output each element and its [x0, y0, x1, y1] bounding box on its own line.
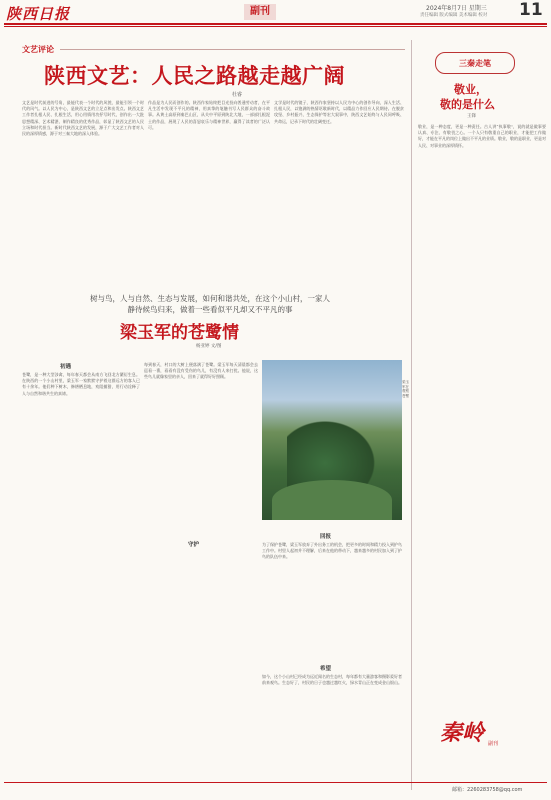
article2-byline: 杨亚婷 文/图 [196, 344, 222, 349]
article3-byline: 王锋 [467, 114, 476, 119]
article2-col4: 如今，这个小山村已经成为远近闻名的生态村，每年都有大量游客和摄影爱好者前来观鸟。生态好了，村民的日子也越过越红火，绿水青山正在变成金山银山。 [262, 674, 402, 686]
issue-date: 2024年8月7日 星期三 [426, 5, 487, 12]
article1-col2: 作品是为人民而创作的。陕西作家始终把目光投向普通劳动者，在平凡生活中发现不平凡的精神，用真挚的笔触书写人民群众的奋斗故事。从黄土高原到秦巴山区，从关中平原到陕北大地，一部部扎根泥土的作品，展现了人民的喜怒哀乐与精神世界，赢得了读者的广泛认可。 [148, 100, 270, 130]
article2-col2: 每到春天，村口的大树上便落满了苍鹭。梁玉军每天清晨都会去巡看一番，看看有没有受伤的鸟儿，有没有人来打扰。他说，这些鸟儿就像家里的亲人，回来了就得好好照顾。 [144, 362, 258, 380]
bottom-rule [4, 782, 547, 783]
article3-headline-line2: 敬的是什么 [440, 98, 495, 111]
article2-col3: 为了保护苍鹭，梁玉军放弃了外出务工的机会，把更多的时间和精力投入到护鸟工作中。村里人起初并不理解，后来在他的带动下，越来越多的村民加入到了护鸟的队伍中来。 [262, 542, 402, 560]
article1-col1: 文艺是时代前进的号角，最能代表一个时代的风貌，最能引领一个时代的风气。以人民为中心，是陕西文艺的立足点和出发点。陕西文艺工作者扎根人民、扎根生活，用心用情用功抒写时代，创作出一大批思想精深、艺术精湛、制作精良的优秀作品，彰显了陕西文艺的人民立场和时代担当。新时代陕西文艺的发展，源于广大文艺工作者对人民的深厚情感，源于对三秦大地的深入体验。 [22, 100, 144, 137]
newspaper-logo: 陕西日报 [6, 5, 71, 23]
qinling-brand-sub: 副刊 [488, 741, 499, 747]
top-rule-thin [4, 26, 547, 27]
article2-section-c: 回报 [320, 534, 332, 540]
article2-subhead-line2: 静待候鸟归来，做着一些看似平凡却又不平凡的事 [127, 305, 293, 314]
column-label-rule [60, 49, 405, 50]
article2-section-a: 初遇 [60, 364, 72, 370]
section-tag: 副刊 [244, 4, 276, 20]
page-number: 11 [519, 0, 543, 20]
article2-subhead [60, 293, 360, 315]
article2-col1: 苍鹭，是一种大型涉禽，每年春天都会从南方飞回北方繁衍生息。在陕西的一个小山村里，梁玉军一家默默守护着这群远方的客人已有十余年。他们种下树木，修缮栖息地，劝阻捕猎，用行动诠释了人与自然和谐共生的真谛。 [22, 372, 140, 396]
article3-col1: 敬业，是一种态度，更是一种责任。古人讲“执事敬”，说的就是做事要认真、专注、有敬畏之心。一个人只有敬重自己的职业，才能把工作做好，才能在平凡的岗位上做出不平凡的业绩。敬业，敬的是职业，更是对人民、对事业的深厚情怀。 [418, 124, 546, 148]
article3-headline-line1: 敬业， [454, 83, 487, 96]
column-divider [411, 40, 412, 790]
cormorant-photo [262, 360, 402, 520]
article2-section-b: 守护 [188, 542, 200, 548]
article2-subhead-line1: 树与鸟，人与自然、生态与发展，如何和谐共处，在这个小山村，一家人 [90, 294, 330, 303]
column-label: 文艺评论 [22, 45, 54, 54]
qinling-brand-mark: 秦岭 [440, 720, 485, 746]
column-badge: 三秦走笔 [435, 52, 515, 74]
article1-headline: 陕西文艺：人民之路越走越广阔 [44, 63, 345, 88]
top-rule [4, 23, 547, 25]
editor-credits: 责任编辑 版式编辑 美术编辑 校对 [420, 13, 488, 18]
article1-byline: 杜睿 [232, 92, 243, 98]
article2-headline: 梁玉军的苍鹭情 [120, 323, 239, 343]
article2-section-d: 希望 [320, 666, 332, 672]
photo-caption: 梁玉军在观察苍鹭 [402, 380, 409, 398]
contact-email: 邮箱：2260283758@qq.com [452, 787, 523, 793]
article1-col3: 文学是时代的镜子，陕西作家坚持以人民为中心的创作导向，深入生活、扎根人民，以饱满的热情讴歌新时代，以精品力作回应人民期待。在脱贫攻坚、乡村振兴、生态保护等宏大叙事中，陕西文艺始终与人民同呼吸、共命运，记录下时代的壮阔变迁。 [274, 100, 404, 124]
